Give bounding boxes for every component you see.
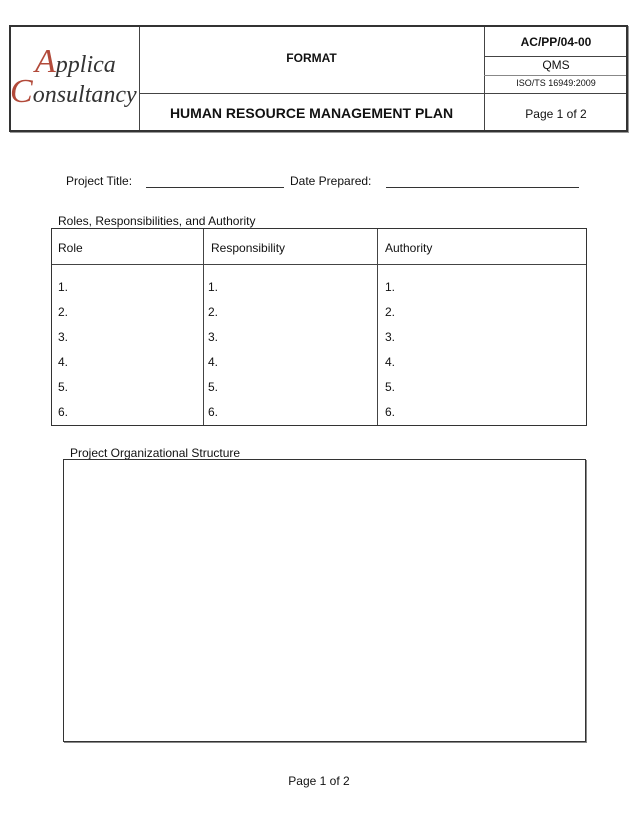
document-title: HUMAN RESOURCE MANAGEMENT PLAN <box>169 105 454 121</box>
date-prepared-field[interactable] <box>386 187 579 188</box>
responsibility-cell[interactable]: 5. <box>208 380 219 394</box>
authority-cell[interactable]: 1. <box>385 280 396 294</box>
column-header-authority: Authority <box>385 241 433 255</box>
role-cell[interactable]: 3. <box>58 330 69 344</box>
project-title-field[interactable] <box>146 187 284 188</box>
authority-cell[interactable]: 2. <box>385 305 396 319</box>
org-structure-area[interactable] <box>63 459 586 742</box>
authority-cell[interactable]: 4. <box>385 355 396 369</box>
role-cell[interactable]: 5. <box>58 380 69 394</box>
column-header-role: Role <box>58 241 83 255</box>
header-page-number: Page 1 of 2 <box>525 107 587 121</box>
responsibility-cell[interactable]: 2. <box>208 305 219 319</box>
date-prepared-label: Date Prepared: <box>290 174 372 188</box>
roles-table <box>51 228 587 426</box>
authority-cell[interactable]: 5. <box>385 380 396 394</box>
responsibility-cell[interactable]: 1. <box>208 280 219 294</box>
role-cell[interactable]: 1. <box>58 280 69 294</box>
header-row-divider <box>52 264 586 265</box>
authority-cell[interactable]: 3. <box>385 330 396 344</box>
quality-system: QMS <box>542 58 570 72</box>
column-divider <box>203 229 204 425</box>
roles-section-title: Roles, Responsibilities, and Authority <box>58 214 256 228</box>
role-cell[interactable]: 6. <box>58 405 69 419</box>
responsibility-cell[interactable]: 6. <box>208 405 219 419</box>
document-header: Applica Consultancy FORMAT HUMAN RESOURCE MANAGEMENT PLAN AC/PP/04-00 QMS ISO/TS 16949:2009 Page 1 of 2 <box>9 25 628 132</box>
project-title-label: Project Title: <box>66 174 133 188</box>
footer-page-number: Page 1 of 2 <box>288 774 350 788</box>
org-structure-title: Project Organizational Structure <box>70 446 241 460</box>
document-code: AC/PP/04-00 <box>520 35 592 49</box>
header-divider <box>484 56 626 57</box>
responsibility-cell[interactable]: 3. <box>208 330 219 344</box>
header-divider <box>139 93 626 94</box>
column-header-responsibility: Responsibility <box>211 241 286 255</box>
column-divider <box>377 229 378 425</box>
header-divider <box>484 75 626 76</box>
role-cell[interactable]: 4. <box>58 355 69 369</box>
standard-reference: ISO/TS 16949:2009 <box>516 78 596 88</box>
format-label: FORMAT <box>286 51 337 65</box>
responsibility-cell[interactable]: 4. <box>208 355 219 369</box>
role-cell[interactable]: 2. <box>58 305 69 319</box>
authority-cell[interactable]: 6. <box>385 405 396 419</box>
